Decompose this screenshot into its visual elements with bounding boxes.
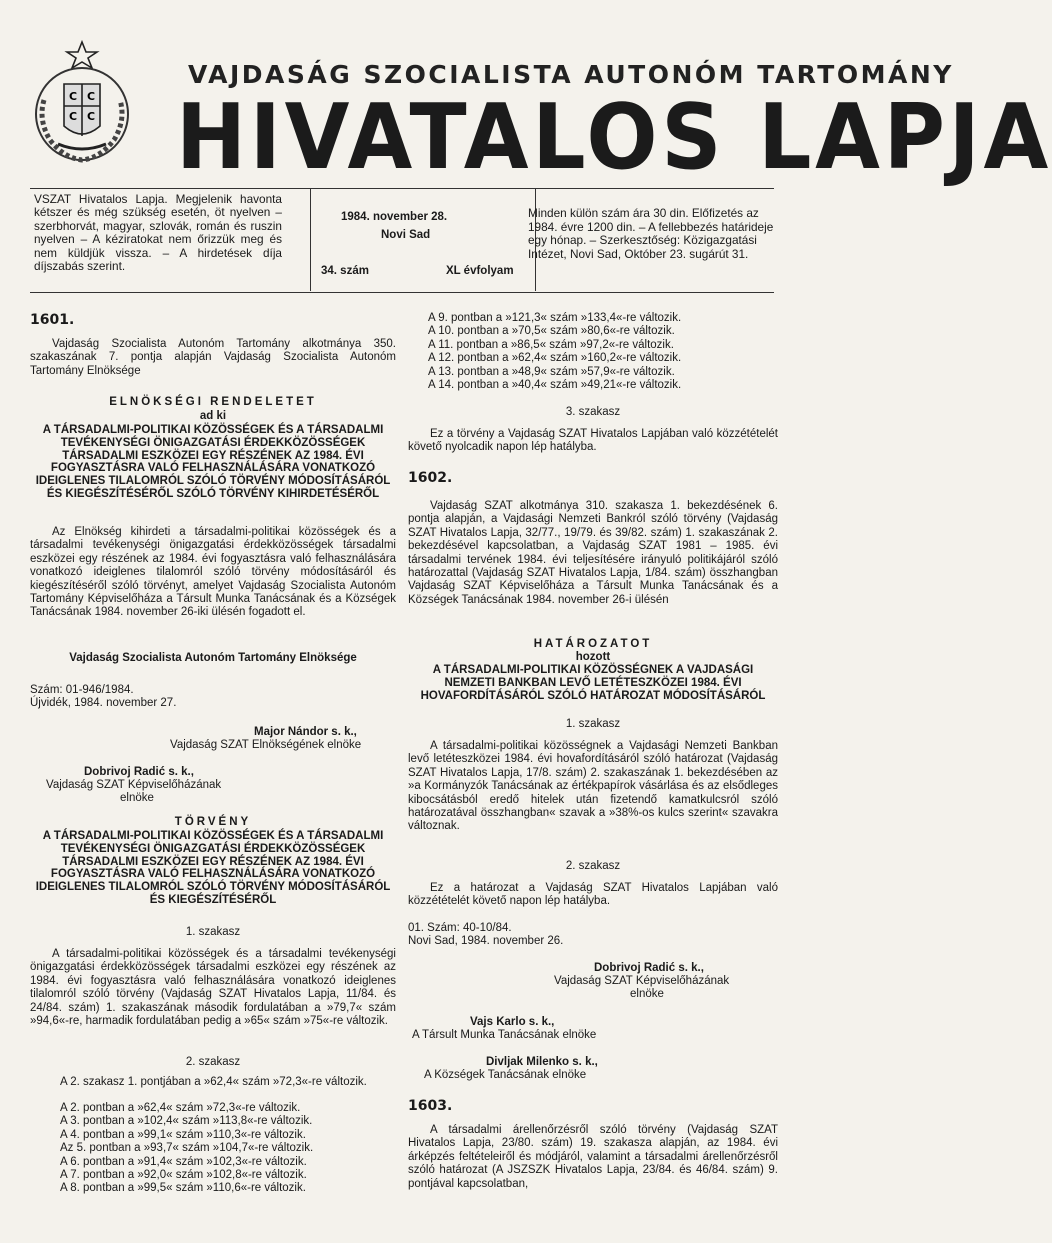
amendment-line: A 2. szakasz 1. pontjában a »62,4« szám »72,3«-re változik. [60, 1076, 367, 1088]
amendment-line: A 6. pontban a »91,4« szám »102,3«-re változik. [60, 1155, 307, 1168]
masthead-subtitle: VAJDASÁG SZOCIALISTA AUTONÓM TARTOMÁNY [188, 60, 954, 89]
amendment-line: A 14. pontban a »40,4« szám »49,21«-re változik. [428, 379, 682, 392]
emblem-letter: С [68, 110, 78, 123]
resolution-signature-name: Dobrivoj Radić s. k., [594, 962, 704, 974]
resolution-section-body: Ez a határozat a Vajdaság SZAT Hivatalos Lapjában való közzétételét követő napon lép hatályba. [408, 882, 778, 908]
issue-city: Novi Sad [381, 229, 431, 241]
decree-ad-ki: ad ki [199, 410, 227, 422]
resolution-section-body: A társadalmi-politikai közösségnek a Vajdasági Nemzeti Bankban levő letéteszközei 1984. évi hovafordításáról szóló határozat (Vajdaság SZAT Hivatalos Lapja, 17/8. szám) 2. szakaszának 1. bekezdésében az »a Kormányzók Tanácsának az értékpapírok vásárlása és az elsődleges kibocsátásból eredő hitelek után fizetendő kamatkulcsról szóló határozatával összhangban« szavak a »38%-os kulcs szerint« szavakra változnak. [408, 740, 778, 833]
issue-header [30, 188, 774, 293]
document-number: 1602. [408, 470, 453, 486]
decree-type-title: ELNÖKSÉGI RENDELETET [109, 396, 317, 408]
issue-volume: XL évfolyam [446, 265, 514, 277]
amendment-line: A 10. pontban a »70,5« szám »80,6«-re változik. [428, 325, 675, 338]
law-section-heading: 1. szakasz [185, 926, 241, 938]
decree-place-date: Újvidék, 1984. november 27. [30, 697, 177, 709]
resolution-signature-role: A Társult Munka Tanácsának elnöke [412, 1029, 597, 1041]
amendment-line: A 12. pontban a »62,4« szám »160,2«-re változik. [428, 352, 682, 365]
amendment-list [428, 312, 681, 392]
decree-signature-role: Vajdaság SZAT Képviselőházának [46, 779, 222, 791]
resolution-signature-role: elnöke [630, 988, 664, 1000]
price-notice: Minden külön szám ára 30 din. Előfizetés az 1984. évre 1200 din. – A fellebbezés határideje egy hónap. – Szerkesztőség: Közigazgatási Intézet, Novi Sad, Október 23. sugárút 31. [528, 206, 774, 261]
resolution-signature-role: A Községek Tanácsának elnöke [424, 1069, 587, 1081]
amendment-line: A 3. pontban a »102,4« szám »113,8«-re változik. [60, 1115, 313, 1128]
resolution-section-heading: 1. szakasz [565, 718, 621, 730]
decree-signature-name: Major Nándor s. k., [254, 726, 357, 738]
decree-signature-role: elnöke [120, 792, 154, 804]
resolution-intro: Vajdaság SZAT alkotmánya 310. szakasza 1. bekezdésének 6. pontja alapján, a Vajdasági Nemzeti Bankról szóló törvény (Vajdaság SZAT Hivatalos Lapja, 32/77., 19/79. és 39/82. szám) 1. szakaszának 2. bekezdésével kapcsolatban, a Vajdaság SZAT 1981 – 1985. évi társadalmi tervének 1984. évi teljesítésére irányuló politikájáról szóló határozattal (Vajdaság SZAT Hivatalos Lapja, 1/84. szám) összhangban Vajdaság SZAT Képviselőháza a Társult Munka Tanácsának és a Községek Tanácsának 1984. november 26-i ülésén [408, 500, 778, 606]
resolution-place-date: Novi Sad, 1984. november 26. [408, 935, 564, 947]
resolution-ref-number: 01. Szám: 40-10/84. [408, 922, 512, 934]
decree-signature-name: Dobrivoj Radić s. k., [84, 766, 194, 778]
decree-issuer: Vajdaság Szocialista Autonóm Tartomány Elnöksége [69, 652, 357, 664]
emblem-letter: С [86, 90, 96, 103]
amendment-line: A 9. pontban a »121,3« szám »133,4«-re változik. [428, 312, 682, 324]
resolution-signature-name: Vajs Karlo s. k., [470, 1016, 555, 1028]
document-number: 1601. [30, 312, 75, 328]
masthead-title: HIVATALOS LAPJA [176, 85, 1052, 190]
resolution-title: A TÁRSADALMI-POLITIKAI KÖZÖSSÉGNEK A VAJDASÁGI NEMZETI BANKBAN LEVŐ LETÉTESZKÖZEI 1984. ÉVI HOVAFORDÍTÁSÁRÓL SZÓLÓ HATÁROZAT MÓDOSÍTÁSÁRÓL [420, 664, 766, 702]
decree-title: A TÁRSADALMI-POLITIKAI KÖZÖSSÉGEK ÉS A TÁRSADALMI TEVÉKENYSÉGI ÖNIGAZGATÁSI ÉRDEKKÖZÖSSÉGEK TÁRSADALMI ESZKÖZEI EGY RÉSZÉNEK AZ 1984. ÉVI FOGYASZTÁSRA VALÓ FELHASZNÁLÁSÁRA VONATKOZÓ IDEIGLENES TILALOMRÓL SZÓLÓ TÖRVÉNY MÓDOSÍTÁSÁRÓL ÉS KIEGÉSZÍTÉSÉRŐL SZÓLÓ TÖRVÉNY KIHIRDETÉSÉRŐL [35, 424, 391, 500]
amendment-line: A 7. pontban a »92,0« szám »102,8«-re változik. [60, 1169, 307, 1182]
emblem-letter: С [68, 90, 78, 103]
decree-intro: Vajdaság Szocialista Autonóm Tartomány alkotmánya 350. szakaszának 7. pontja alapján Vajdaság Szocialista Autonóm Tartomány Elnöksége [30, 338, 396, 377]
decree-signature-role: Vajdaság SZAT Elnökségének elnöke [170, 739, 362, 751]
resolution-section-heading: 2. szakasz [565, 860, 621, 872]
law-title: A TÁRSADALMI-POLITIKAI KÖZÖSSÉGEK ÉS A TÁRSADALMI TEVÉKENYSÉGI ÖNIGAZGATÁSI ÉRDEKKÖZÖSSÉGEK TÁRSADALMI ESZKÖZEI EGY RÉSZÉNEK AZ 1984. ÉVI FOGYASZTÁSRA VALÓ FELHASZNÁLÁSÁRA VONATKOZÓ IDEIGLENES TILALOMRÓL SZÓLÓ TÖRVÉNY MÓDOSÍTÁSÁRÓL ÉS KIEGÉSZÍTÉSÉRŐL [35, 830, 391, 906]
document-number: 1603. [408, 1098, 453, 1114]
amendment-line: A 4. pontban a »99,1« szám »110,3«-re változik. [60, 1128, 306, 1141]
document-body: A társadalmi árellenőrzésről szóló törvény (Vajdaság SZAT Hivatalos Lapja, 23/80. szám) 19. szakasza alapján, az 1984. évi árképzés feltételeiről és módjáról, valamint a társadalmi árellenőrzésről szóló határozat (A JSZSZK Hivatalos Lapja, 23/84. és 46/84. szám) 9. pontjával kapcsolatban, [408, 1124, 778, 1190]
law-section-heading: 3. szakasz [565, 406, 621, 418]
emblem-letter: С [86, 110, 96, 123]
coat-of-arms-icon [30, 40, 134, 164]
amendment-line: A 11. pontban a »86,5« szám »97,2«-re változik. [428, 338, 674, 351]
law-section-body: A társadalmi-politikai közösségek és a társadalmi tevékenységi önigazgatási érdekközösségek társadalmi eszközei egy részének az 1984. évi fogyasztásra való felhasználására vonatkozó ideiglenes tilalomról szóló törvény (Vajdaság SZAT Hivatalos Lapja, 11/84. és 24/84. szám) 1. szakaszának második fordulatában a »79,7« szám »94,6«-re, harmadik fordulatában pedig a »65« szám »75«-re változik. [30, 948, 396, 1028]
issue-number: 34. szám [321, 265, 369, 277]
law-section-heading: 2. szakasz [185, 1056, 241, 1068]
issue-date: 1984. november 28. [341, 211, 448, 223]
issue-info-box [310, 189, 536, 291]
amendment-line: Az 5. pontban a »93,7« szám »104,7«-re változik. [60, 1142, 314, 1155]
amendment-line: A 2. pontban a »62,4« szám »72,3«-re változik. [60, 1102, 301, 1114]
resolution-signature-name: Divljak Milenko s. k., [486, 1056, 598, 1068]
law-section-body: Ez a törvény a Vajdaság SZAT Hivatalos Lapjában való közzétételét követő nyolcadik napon lép hatályba. [408, 428, 778, 454]
resolution-type-title: HATÁROZATOT [533, 638, 653, 650]
amendment-line: A 8. pontban a »99,5« szám »110,6«-re változik. [60, 1182, 306, 1195]
resolution-hozott: hozott [575, 651, 611, 663]
amendment-line: A 13. pontban a »48,9« szám »57,9«-re változik. [428, 365, 675, 378]
resolution-signature-role: Vajdaság SZAT Képviselőházának [554, 975, 730, 987]
amendment-list [60, 1102, 313, 1196]
decree-body: Az Elnökség kihirdeti a társadalmi-politikai közösségek és a társadalmi tevékenységi önigazgatási érdekközösségek társadalmi eszközei egy részének az 1984. évi fogyasztásra való felhasználására vonatkozó ideiglenes tilalomról szóló törvény módosításáról és kiegészítéséről szóló törvényt, amelyet Vajdaság Szocialista Autonóm Tartomány Képviselőháza a Társult Munka Tanácsának és a Községek Tanácsának 1984. november 26-iki ülésén fogadott el. [30, 526, 396, 619]
decree-ref-number: Szám: 01-946/1984. [30, 684, 134, 696]
publication-notice: VSZAT Hivatalos Lapja. Megjelenik havonta kétszer és még szükség esetén, öt nyelven – szerbhorvát, magyar, szlovák, román és ruszin nyelven – A kéziratokat nem őrizzük meg és nem küldjük vissza. – A hirdetések díja díjszabás szerint. [34, 192, 282, 274]
law-type-title: TÖRVÉNY [174, 816, 252, 828]
